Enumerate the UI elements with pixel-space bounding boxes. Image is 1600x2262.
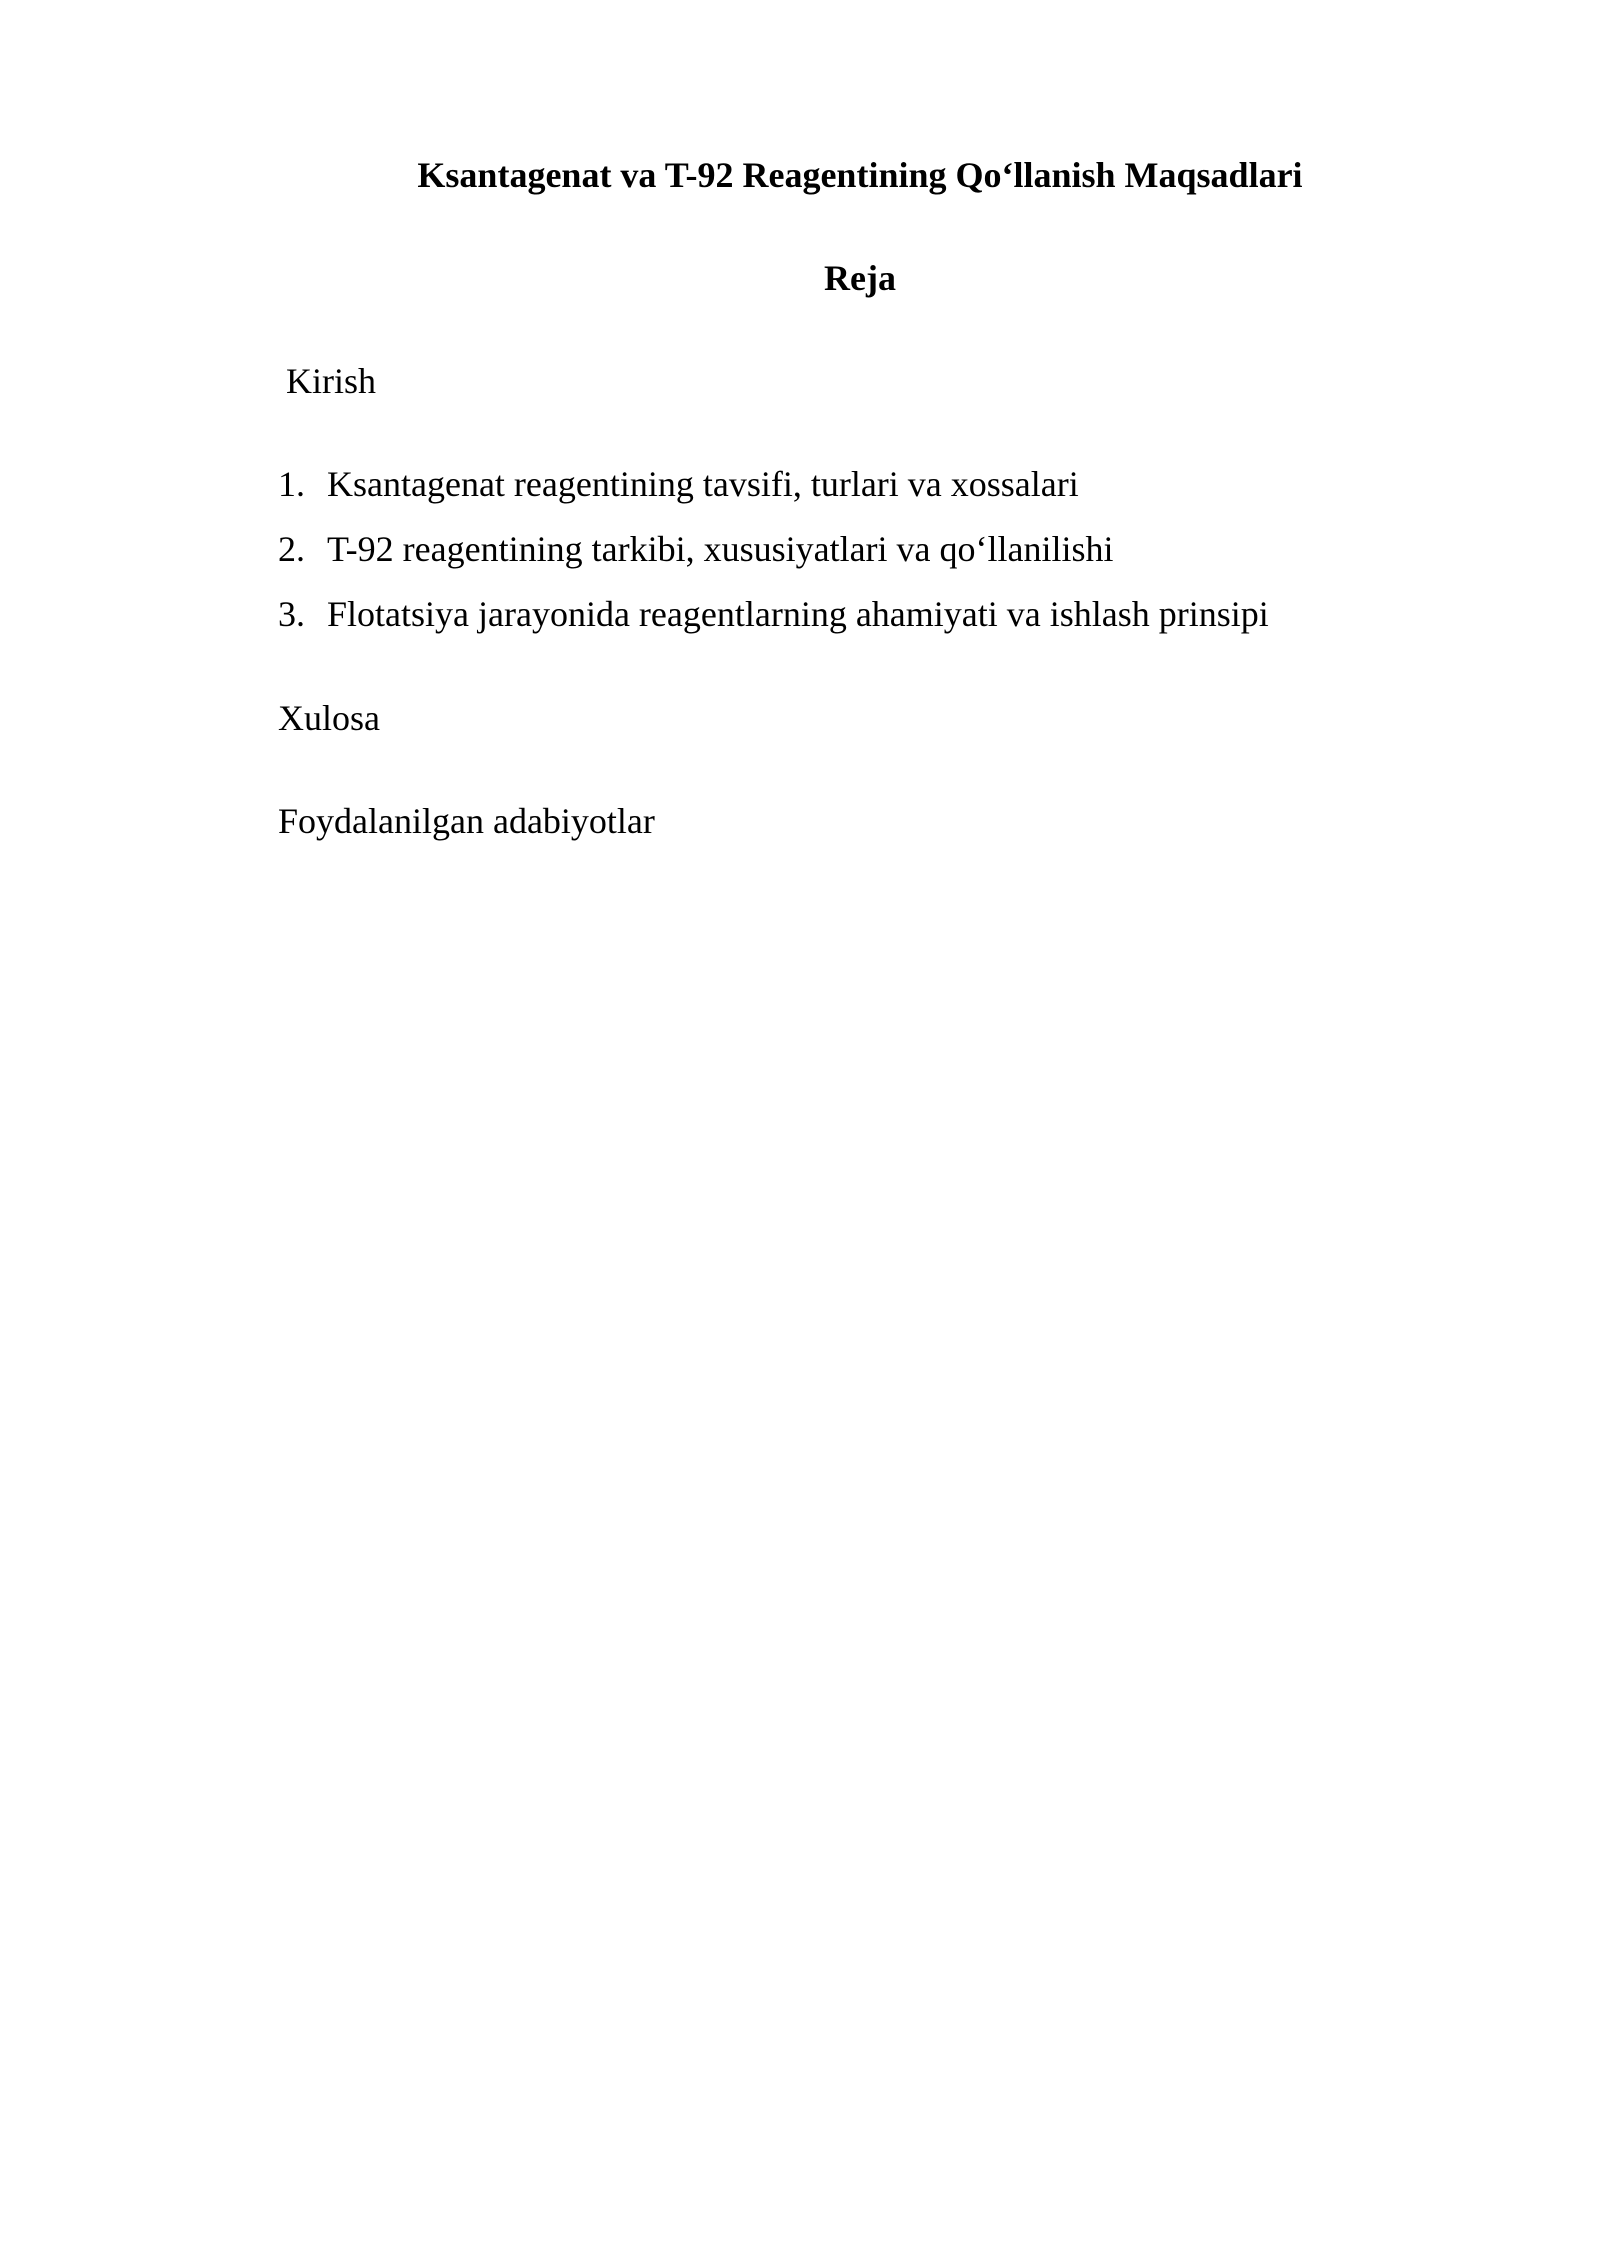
list-item xyxy=(278,589,1269,654)
intro-heading: Kirish xyxy=(286,361,376,401)
plan-list xyxy=(278,459,1269,654)
list-item-number: 2. xyxy=(278,529,305,569)
references-heading: Foydalanilgan adabiyotlar xyxy=(278,801,655,841)
conclusion-heading: Xulosa xyxy=(278,698,380,738)
list-item xyxy=(278,524,1269,589)
list-item-number: 3. xyxy=(278,594,305,634)
list-item-text: T-92 reagentining tarkibi, xususiyatlari va qo‘llanilishi xyxy=(327,529,1114,569)
plan-heading: Reja xyxy=(824,258,896,298)
list-item-number: 1. xyxy=(278,464,305,504)
document-title: Ksantagenat va T-92 Reagentining Qo‘llanish Maqsadlari xyxy=(417,155,1303,195)
list-item-text: Flotatsiya jarayonida reagentlarning ahamiyati va ishlash prinsipi xyxy=(327,594,1269,634)
list-item xyxy=(278,459,1269,524)
list-item-text: Ksantagenat reagentining tavsifi, turlari va xossalari xyxy=(327,464,1079,504)
